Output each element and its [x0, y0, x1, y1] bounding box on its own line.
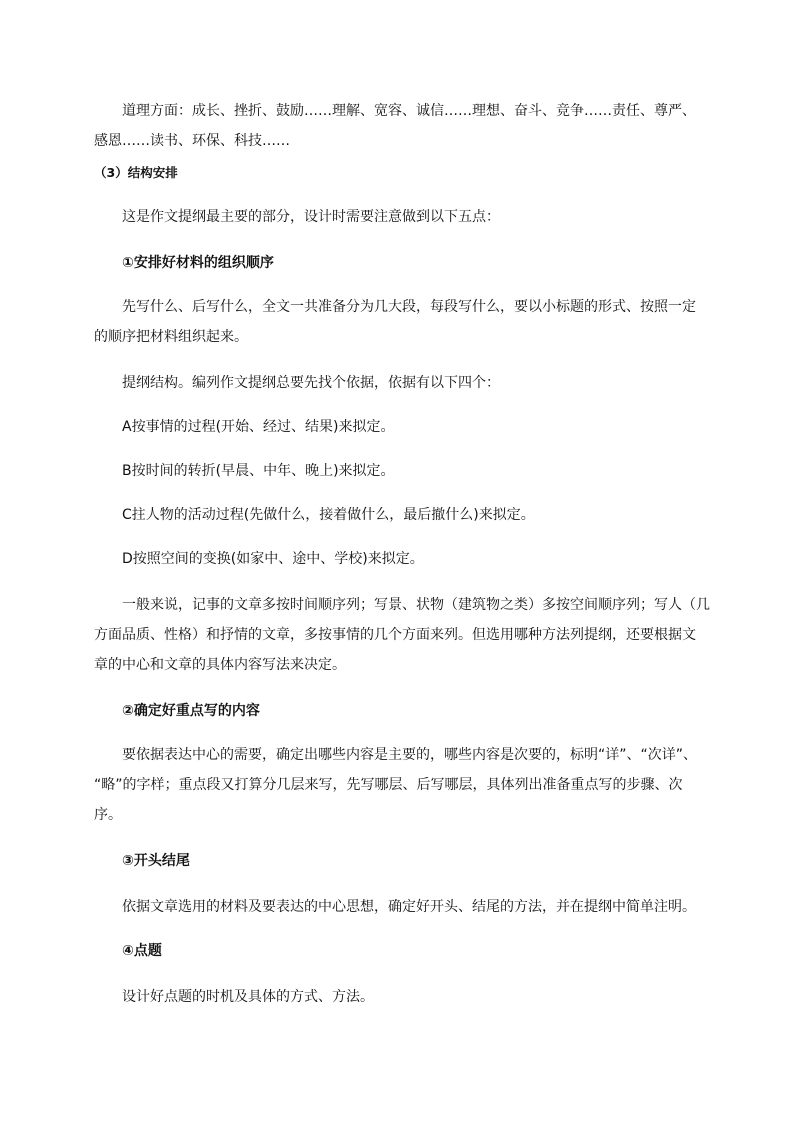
general-method-line-2: 方面品质、性格）和抒情的文章，多按事情的几个方面来列。但选用哪种方法列提纲，还要根据文 — [94, 627, 696, 643]
general-method-paragraph — [94, 590, 710, 680]
material-order-line-2: 的顺序把材料组织起来。 — [94, 329, 248, 345]
basis-item-b: B按时间的转折(早晨、中年、晚上)来拟定。 — [122, 463, 395, 479]
key-content-paragraph — [94, 740, 702, 830]
basis-item-a: A按事情的过程(开始、经过、结果)来拟定。 — [122, 419, 395, 435]
structure-heading: （3）结构安排 — [94, 165, 178, 180]
basis-item-c: C拄人物的活动过程(先做什么，接着做什么，最后撤什么)来拟定。 — [122, 507, 535, 523]
heading-material-order: ①安排好材料的组织顺序 — [122, 255, 274, 271]
basis-item-d: D按照空间的变换(如家中、途中、学校)来拟定。 — [122, 551, 424, 567]
daoli-line-2: 感恩……读书、环保、科技…… — [94, 133, 290, 149]
key-content-line-3: 序。 — [94, 807, 122, 823]
intro-paragraph: 这是作文提纲最主要的部分，设计时需要注意做到以下五点： — [122, 209, 500, 225]
heading-theme-point: ④点题 — [122, 943, 162, 959]
general-method-line-3: 章的中心和文章的具体内容写法来决定。 — [94, 657, 346, 673]
material-order-paragraph — [94, 292, 702, 352]
daoli-line-1: 道理方面：成长、挫折、鼓励……理解、宽容、诚信……理想、奋斗、竞争……责任、尊严、 — [122, 103, 696, 119]
key-content-line-2: “略”的字样；重点段又打算分几层来写，先写哪层、后写哪层，具体列出准备重点写的步骤、次 — [94, 777, 683, 793]
theme-point-paragraph: 设计好点题的时机及具体的方式、方法。 — [122, 989, 374, 1005]
heading-opening-ending: ③开头结尾 — [122, 853, 190, 869]
heading-key-content: ②确定好重点写的内容 — [122, 703, 260, 719]
general-method-line-1: 一般来说，记事的文章多按时间顺序列；写景、状物（建筑物之类）多按空间顺序列；写人（几 — [122, 597, 710, 613]
outline-basis-paragraph: 提纲结构。编列作文提纲总要先找个依据，依据有以下四个： — [122, 375, 500, 391]
material-order-line-1: 先写什么、后写什么，全文一共准备分为几大段，每段写什么，要以小标题的形式、按照一定 — [122, 299, 696, 315]
daoli-paragraph — [94, 96, 702, 156]
key-content-line-1: 要依据表达中心的需要，确定出哪些内容是主要的，哪些内容是次要的，标明“详”、“次详”、 — [122, 747, 698, 763]
opening-ending-paragraph: 依据文章选用的材料及要表达的中心思想，确定好开头、结尾的方法，并在提纲中简单注明。 — [122, 899, 696, 915]
